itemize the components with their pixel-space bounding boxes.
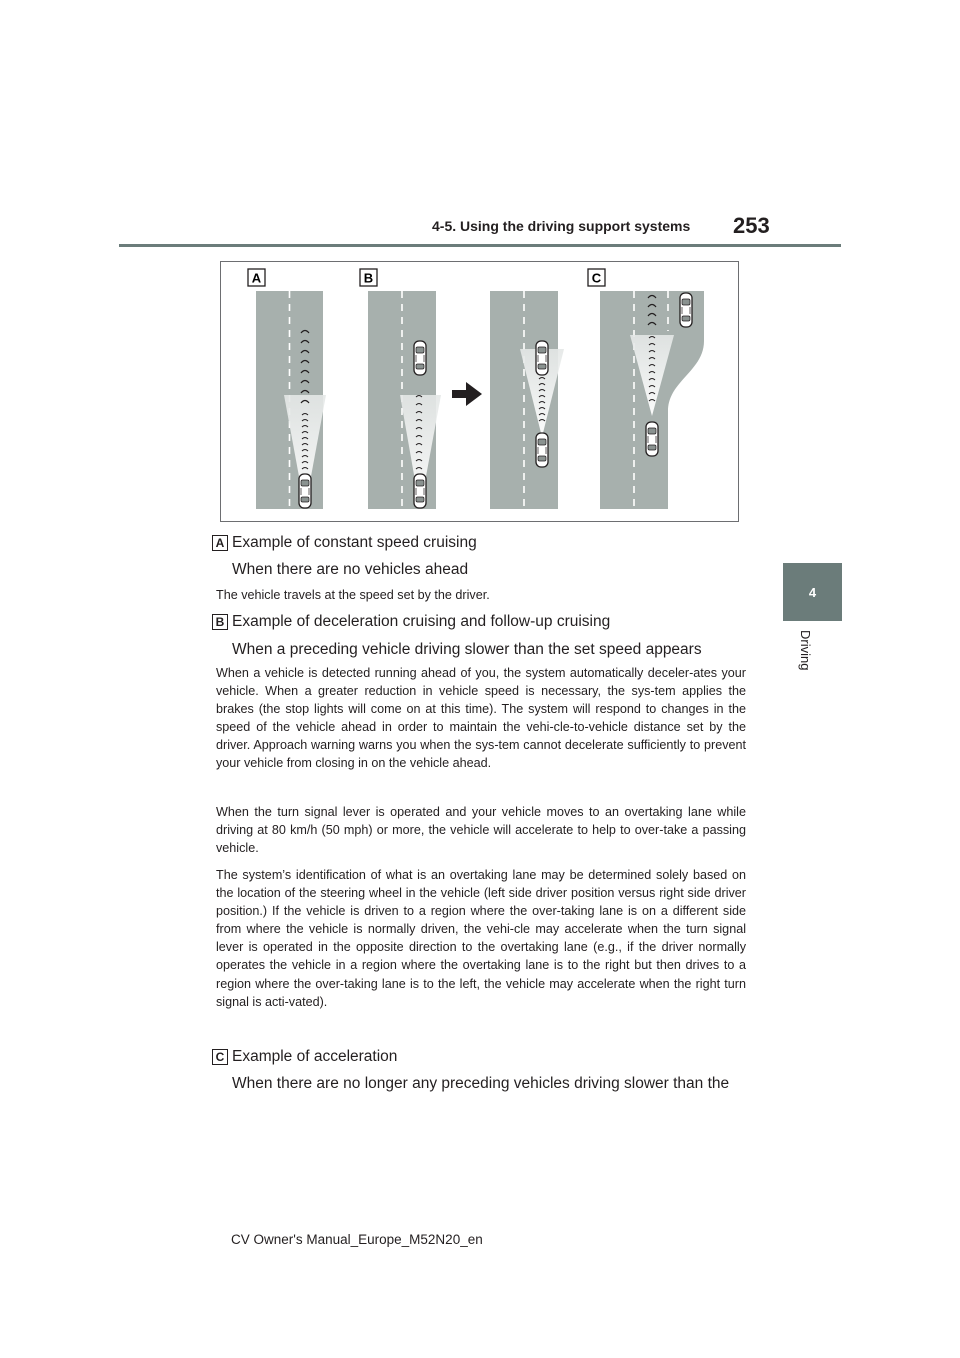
road-b xyxy=(368,291,441,509)
page-number: 253 xyxy=(733,213,770,238)
manual-id: CV Owner's Manual_Europe_M52N20_en xyxy=(231,1232,483,1247)
chapter-tab xyxy=(783,563,842,621)
section-title: 4-5. Using the driving support systems xyxy=(432,218,691,234)
own-vehicle xyxy=(646,422,658,456)
item-a-title: Example of constant speed cruising xyxy=(232,534,477,551)
letter-box-a: A xyxy=(212,535,228,551)
item-b-heading xyxy=(212,613,610,631)
item-b-paragraph-2: When the turn signal lever is operated and your vehicle moves to an overtaking lane while driving at 80 km/h (50 mph) or more, the vehicle will accelerate to help to over-take a passing vehicle. xyxy=(216,805,746,856)
road-b-after xyxy=(490,291,564,509)
item-b-paragraph-1: When a vehicle is detected running ahead of you, the system automatically deceler-ates your vehicle. When a greater reduction in vehicle speed is necessary, the sys-tem applies the brakes (the stop lights will come on at this time). The system will respond to changes in the speed of the vehicle ahead in order to maintain the vehi-cle-to-vehicle distance set by the driver. Approach warning warns you when the sys-tem cannot decelerate sufficiently to prevent your vehicle from closing in on the vehicle ahead. xyxy=(216,666,746,771)
preceding-vehicle xyxy=(414,341,426,375)
chapter-number: 4 xyxy=(808,584,817,600)
letter-box-b: B xyxy=(212,614,228,630)
item-c-subheading: When there are no longer any preceding vehicles driving slower than the xyxy=(232,1075,730,1092)
item-c-heading xyxy=(212,1048,397,1066)
figure-label-b xyxy=(360,269,377,286)
item-b-paragraph-3: The system’s identification of what is an overtaking lane may be determined solely based on the location of the steering wheel in the vehicle (left side driver position versus right side driver position.) If the vehicle is driven to a region where the over-taking lane is on a different side from where the vehicle is normally driven, the vehi-cle may accelerate when the turn signal lever is operated in the opposite direction to the overtaking lane (e.g., if the driver normally operates the vehicle in a region where the overtaking lane is to the right but then drives to a region where the over-taking lane is to the left, the vehicle may accelerate when the right turn signal is acti-vated). xyxy=(216,868,746,1009)
header-rule xyxy=(119,244,841,247)
cruise-illustration xyxy=(220,261,739,522)
figure-label-a xyxy=(248,269,265,286)
figure-label-c xyxy=(588,269,605,286)
chapter-label: Driving xyxy=(798,630,813,671)
item-c-title: Example of acceleration xyxy=(232,1048,398,1065)
item-b-subheading: When a preceding vehicle driving slower than the set speed appears xyxy=(232,641,702,658)
item-a-subheading: When there are no vehicles ahead xyxy=(232,561,469,578)
svg-text:A: A xyxy=(251,270,262,286)
cruise-illustration-svg xyxy=(220,261,739,522)
item-a-heading xyxy=(212,534,477,552)
letter-box-c: C xyxy=(212,1049,228,1065)
own-vehicle xyxy=(536,433,548,467)
road-a xyxy=(256,291,326,509)
item-b-title: Example of deceleration cruising and follow-up cruising xyxy=(232,613,611,630)
svg-text:C: C xyxy=(591,270,602,286)
own-vehicle xyxy=(299,474,311,508)
preceding-vehicle xyxy=(536,341,548,375)
item-a-paragraph: The vehicle travels at the speed set by the driver. xyxy=(216,588,490,602)
own-vehicle xyxy=(414,474,426,508)
svg-text:B: B xyxy=(363,270,374,286)
passing-vehicle xyxy=(680,293,692,327)
